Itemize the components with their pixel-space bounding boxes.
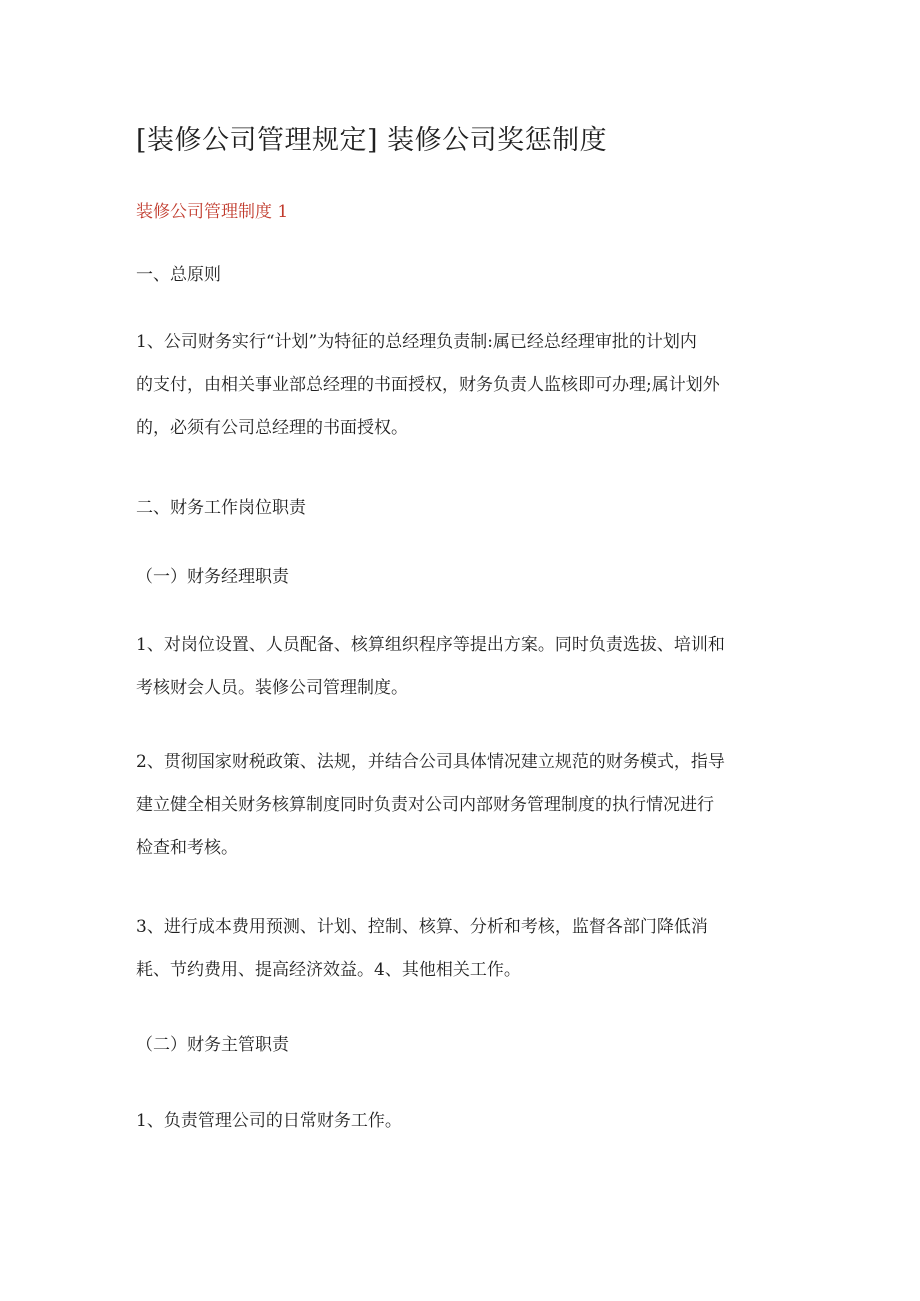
paragraph-line: 3、进行成本费用预测、计划、控制、核算、分析和考核，监督各部门降低消 xyxy=(136,917,708,937)
paragraph-line: 的支付，由相关事业部总经理的书面授权，财务负责人监核即可办理;属计划外 xyxy=(136,375,720,395)
paragraph-duty-1 xyxy=(136,624,786,710)
paragraph-duty-2 xyxy=(136,741,786,870)
section-heading-job-duties xyxy=(136,487,786,530)
paragraph-line: 1、公司财务实行“计划”为特征的总经理负责制:属已经总经理审批的计划内 xyxy=(136,332,697,352)
paragraph-duty-3 xyxy=(136,906,786,992)
paragraph-line: 考核财会人员。装修公司管理制度。 xyxy=(136,678,408,698)
paragraph-line: 2、贯彻国家财税政策、法规，并结合公司具体情况建立规范的财务模式，指导 xyxy=(136,752,725,772)
subsection-heading-finance-supervisor xyxy=(136,1024,786,1067)
subsection-heading-finance-manager xyxy=(136,556,786,599)
paragraph-line: 检查和考核。 xyxy=(136,838,238,858)
paragraph-text: 1、负责管理公司的日常财务工作。 xyxy=(136,1111,402,1131)
paragraph-line: 1、对岗位设置、人员配备、核算组织程序等提出方案。同时负责选拔、培训和 xyxy=(136,635,725,655)
document-subtitle: 装修公司管理制度 1 xyxy=(136,202,289,222)
section-heading-general-principles xyxy=(136,254,786,297)
paragraph-text: （一）财务经理职责 xyxy=(136,567,289,587)
paragraph-text: （二）财务主管职责 xyxy=(136,1035,289,1055)
paragraph-finance-responsibility xyxy=(136,321,786,450)
paragraph-supervisor-duty-1 xyxy=(136,1100,786,1143)
paragraph-line: 耗、节约费用、提高经济效益。4、其他相关工作。 xyxy=(136,960,521,980)
paragraph-text: 二、财务工作岗位职责 xyxy=(136,498,306,518)
paragraph-text: 一、总原则 xyxy=(136,265,221,285)
paragraph-line: 建立健全相关财务核算制度同时负责对公司内部财务管理制度的执行情况进行 xyxy=(136,795,714,815)
document-title: [装修公司管理规定] 装修公司奖惩制度 xyxy=(136,125,608,156)
paragraph-line: 的，必须有公司总经理的书面授权。 xyxy=(136,418,408,438)
